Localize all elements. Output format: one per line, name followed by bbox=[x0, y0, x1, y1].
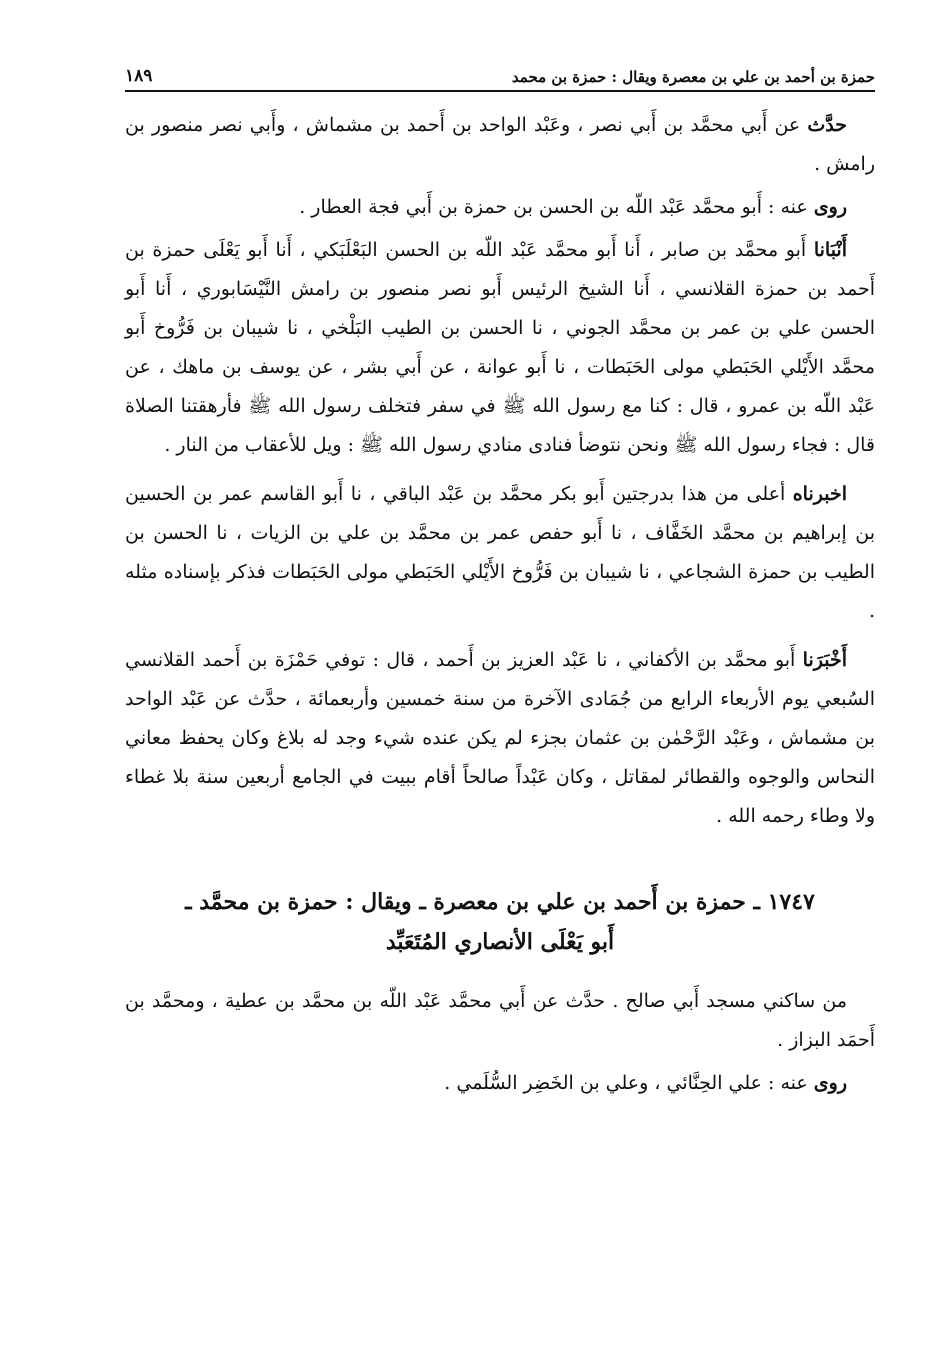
paragraph-akhbaranahu bbox=[125, 475, 875, 631]
running-title: حمزة بن أحمد بن علي بن معصرة ويقال : حمزة بن محمد bbox=[511, 68, 875, 86]
entry-title-line-2: أَبو يَعْلَى الأنصاري المُتَعَبِّد bbox=[385, 929, 615, 955]
paragraph-lead: أَنْبَانا bbox=[813, 239, 847, 261]
paragraph-anbana bbox=[125, 231, 875, 465]
running-header bbox=[125, 52, 875, 92]
paragraph-text: أَبو محمَّد بن الأكفاني ، نا عَبْد العزيز بن أَحمد ، قال : توفي حَمْزَة بن أَحمد القلانسي السُبعي يوم الأربعاء الرابع من جُمَادى الآخرة من سنة خمسين وأربعمائة ، حدَّث عن عَبْد الواحد بن مشماش ، وعَبْد الرَّحْمٰن بن عثمان بجزء لم يكن عنده شيء وجد له بلاغ وكان يحفظ معاني النحاس والوجوه والقطائر لمقاتل ، وكان عَبْداً صالحاً أقام ببيت في الجامع أربعين سنة بلا غطاء ولا وطاء رحمه الله . bbox=[125, 649, 875, 827]
paragraph-text: أَبو محمَّد بن صابر ، أَنا أَبو محمَّد عَبْد اللّه بن الحسن البَعْلَبَكي ، أَنا أَبو يَعْلَى حمزة بن أَحمد بن حمزة القلانسي ، أَنا الشيخ الرئيس أَبو نصر منصور بن رامش النَّيْسَابوري ، أَنا أَبو الحسن علي بن عمر بن محمَّد الجوني ، نا الحسن بن الطيب البَلْخي ، نا شيبان بن فَرُّوخ أَبو محمَّد الأَيْلي الحَبَطي مولى الحَبَطات ، نا أَبو عوانة ، عن أَبي بشر ، عن يوسف بن ماهك ، عن عَبْد اللّه بن عمرو ، قال : كنا مع رسول الله ﷺ في سفر فتخلف رسول الله ﷺ فأرهقتنا الصلاة قال : فجاء رسول الله ﷺ ونحن نتوضأ فنادى منادي رسول الله ﷺ : ويل للأعقاب من النار . bbox=[125, 239, 875, 456]
paragraph-text: أعلى من هذا بدرجتين أَبو بكر محمَّد بن عَبْد الباقي ، نا أَبو القاسم عمر بن الحسين بن إبراهيم بن محمَّد الخَفَّاف ، نا أَبو حفص عمر بن محمَّد بن علي بن الزيات ، نا الحسن بن الطيب بن حمزة الشجاعي ، نا شيبان بن فَرُّوخ الأَيْلي الحَبَطي مولى الحَبَطات فذكر بإسناده مثله . bbox=[125, 483, 875, 622]
page-number: ١٨٩ bbox=[125, 66, 153, 86]
entry-heading bbox=[125, 882, 875, 962]
paragraph-text: عنه : أَبو محمَّد عَبْد اللّه بن الحسن بن حمزة بن أَبي فجة العطار . bbox=[299, 196, 814, 218]
paragraph-lead: اخبرناه bbox=[792, 483, 847, 505]
paragraph-lead: روى bbox=[813, 196, 847, 218]
paragraph-text: عن أَبي محمَّد بن أَبي نصر ، وعَبْد الواحد بن أَحمد بن مشماش ، وأَبي نصر منصور بن رامش . bbox=[125, 114, 875, 175]
entry-paragraph-rawa bbox=[125, 1064, 875, 1103]
paragraph-text: من ساكني مسجد أَبي صالح . حدَّث عن أَبي محمَّد عَبْد اللّه بن محمَّد بن عطية ، ومحمَّد بن أَحمَد البزاز . bbox=[125, 990, 875, 1051]
paragraph-hadath bbox=[125, 106, 875, 184]
paragraph-lead: روى bbox=[813, 1072, 847, 1094]
paragraph-lead: أَخْبَرَنا bbox=[802, 649, 847, 671]
paragraph-lead: حدَّث bbox=[807, 114, 847, 136]
paragraph-text: عنه : علي الحِنَّائي ، وعلي بن الخَضِر السُّلَمي . bbox=[444, 1072, 814, 1094]
paragraph-akhbarana bbox=[125, 641, 875, 836]
main-text bbox=[125, 106, 875, 1103]
paragraph-rawa bbox=[125, 188, 875, 227]
entry-title-line-1: ١٧٤٧ ـ حمزة بن أَحمد بن علي بن معصرة ـ ويقال : حمزة بن محمَّد ـ bbox=[185, 889, 815, 915]
entry-paragraph-origin bbox=[125, 982, 875, 1060]
book-page bbox=[125, 52, 875, 1107]
